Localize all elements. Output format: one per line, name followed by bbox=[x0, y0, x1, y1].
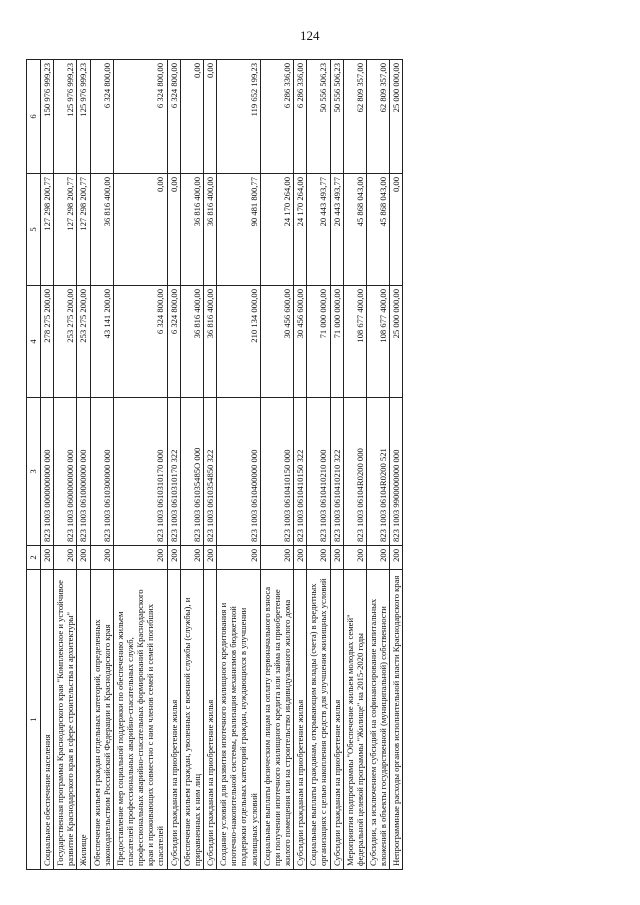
row-value-cell: 90 481 800,77 bbox=[217, 174, 261, 286]
page-number: 124 bbox=[300, 28, 320, 43]
row-value-cell: 24 170 264,00 bbox=[294, 174, 307, 286]
row-value-cell: 125 976 999,23 bbox=[77, 60, 90, 174]
row-value-cell: 0,00 bbox=[167, 174, 180, 286]
row-value-cell: 36 816 400,00 bbox=[180, 286, 203, 398]
row-value-cell: 119 652 199,23 bbox=[217, 60, 261, 174]
row-value-cell: 36 816 400,00 bbox=[203, 286, 216, 398]
row-value-cell: 62 809 357,00 bbox=[343, 60, 366, 174]
row-value-cell: 62 809 357,00 bbox=[366, 60, 389, 174]
row-name-cell: Субсидии гражданам на приобретение жилья bbox=[203, 570, 216, 870]
row-name-cell: Предоставление мер социальной поддержки по обеспечению жильем спасателей профессиональных аварийно-спасательных служб, профессиональных аварийно-спасательных формирований Краснодарского края и проживающих совместно с ним членов семей и семей погибших спасателей bbox=[113, 570, 167, 870]
row-value-cell: 30 456 600,00 bbox=[294, 286, 307, 398]
table-row bbox=[330, 60, 343, 870]
row-value-cell: 6 324 800,00 bbox=[167, 60, 180, 174]
table-row bbox=[217, 60, 261, 870]
table-row bbox=[203, 60, 216, 870]
row-value-cell: 823 1003 0610410150 322 bbox=[294, 398, 307, 546]
row-name-cell: Социальное обеспечение населения bbox=[41, 570, 54, 870]
row-value-cell: 210 134 000,00 bbox=[217, 286, 261, 398]
row-value-cell: 0,00 bbox=[203, 60, 216, 174]
table-row bbox=[167, 60, 180, 870]
row-value-cell: 6 324 800,00 bbox=[167, 286, 180, 398]
row-value-cell: 108 677 400,00 bbox=[366, 286, 389, 398]
row-value-cell: 20 443 493,77 bbox=[307, 174, 330, 286]
row-value-cell: 20 443 493,77 bbox=[330, 174, 343, 286]
row-name-cell: Субсидии гражданам на приобретение жилья bbox=[294, 570, 307, 870]
header-cell: 5 bbox=[27, 174, 41, 286]
table-row bbox=[294, 60, 307, 870]
row-value-cell: 6 286 336,00 bbox=[294, 60, 307, 174]
row-value-cell: 125 976 999,23 bbox=[54, 60, 77, 174]
row-value-cell: 6 324 800,00 bbox=[113, 60, 167, 174]
header-cell: 3 bbox=[27, 398, 41, 546]
row-value-cell: 278 275 200,00 bbox=[41, 286, 54, 398]
row-value-cell: 253 275 200,00 bbox=[54, 286, 77, 398]
row-value-cell: 43 141 200,00 bbox=[90, 286, 113, 398]
row-value-cell: 823 1003 0610000000 000 bbox=[77, 398, 90, 546]
table-row bbox=[260, 60, 293, 870]
row-value-cell: 200 bbox=[41, 546, 54, 570]
row-name-cell: Непрограммные расходы органов исполнительной власти Краснодарского края bbox=[390, 570, 403, 870]
table-header-row bbox=[27, 60, 41, 870]
row-value-cell: 127 298 200,77 bbox=[41, 174, 54, 286]
row-value-cell: 50 556 506,23 bbox=[307, 60, 330, 174]
row-value-cell: 127 298 200,77 bbox=[54, 174, 77, 286]
table-row bbox=[366, 60, 389, 870]
row-value-cell: 200 bbox=[77, 546, 90, 570]
row-value-cell: 823 1003 06104R0200 521 bbox=[366, 398, 389, 546]
row-value-cell: 823 1003 0610300000 000 bbox=[90, 398, 113, 546]
row-name-cell: Субсидии гражданам на приобретение жилья bbox=[167, 570, 180, 870]
table-row bbox=[390, 60, 403, 870]
row-value-cell: 200 bbox=[113, 546, 167, 570]
table-row bbox=[90, 60, 113, 870]
row-value-cell: 200 bbox=[217, 546, 261, 570]
row-name-cell: Создание условий для развития ипотечного жилищного кредитования и ипотечно-накопительной системы, реализация механизмов бюджетной поддержки отдельных категорий граждан, нуждающихся в улучшении жилищных условий bbox=[217, 570, 261, 870]
row-value-cell: 200 bbox=[330, 546, 343, 570]
row-value-cell: 6 286 336,00 bbox=[260, 60, 293, 174]
table-row bbox=[343, 60, 366, 870]
header-cell: 1 bbox=[27, 570, 41, 870]
row-value-cell: 200 bbox=[260, 546, 293, 570]
row-name-cell: Социальные выплаты гражданам, открывающим вклады (счета) в кредитных организациях с целью накопления средств для улучшения жилищных условий bbox=[307, 570, 330, 870]
row-value-cell: 823 1003 0610354850 322 bbox=[203, 398, 216, 546]
table-body bbox=[27, 60, 403, 870]
row-name-cell: Государственная программа Краснодарского края "Комплексное и устойчивое развитие Краснодарского края в сфере строительства и архитектуры" bbox=[54, 570, 77, 870]
header-cell: 6 bbox=[27, 60, 41, 174]
row-value-cell: 71 000 000,00 bbox=[307, 286, 330, 398]
row-value-cell: 200 bbox=[203, 546, 216, 570]
row-value-cell: 50 556 506,23 bbox=[330, 60, 343, 174]
table-row bbox=[41, 60, 54, 870]
row-value-cell: 0,00 bbox=[180, 60, 203, 174]
row-value-cell: 108 677 400,00 bbox=[343, 286, 366, 398]
row-name-cell: Обеспечение жильем граждан отдельных категорий, определенных законодательством Российской Федерации и Краснодарского края bbox=[90, 570, 113, 870]
budget-table-container bbox=[26, 60, 403, 870]
row-value-cell: 30 456 600,00 bbox=[260, 286, 293, 398]
row-value-cell: 823 1003 0610400000 000 bbox=[217, 398, 261, 546]
row-value-cell: 36 816 400,00 bbox=[180, 174, 203, 286]
row-value-cell: 823 1003 0610410210 322 bbox=[330, 398, 343, 546]
row-name-cell: Мероприятия подпрограммы "Обеспечение жильем молодых семей" федеральной целевой программы "Жилище" на 2015-2020 годы bbox=[343, 570, 366, 870]
row-value-cell: 45 868 043,00 bbox=[366, 174, 389, 286]
row-value-cell: 200 bbox=[366, 546, 389, 570]
table-row bbox=[77, 60, 90, 870]
row-value-cell: 25 000 000,00 bbox=[390, 60, 403, 174]
row-name-cell: Жилище bbox=[77, 570, 90, 870]
row-name-cell: Социальные выплаты физическим лицам на оплату первоначального взноса при получении ипотечного жилищного кредита или займа на приобретение жилого помещения или на строительство индивидуального жилого дома bbox=[260, 570, 293, 870]
row-value-cell: 36 816 400,00 bbox=[203, 174, 216, 286]
row-value-cell: 24 170 264,00 bbox=[260, 174, 293, 286]
row-value-cell: 36 816 400,00 bbox=[90, 174, 113, 286]
row-value-cell: 200 bbox=[54, 546, 77, 570]
row-value-cell: 200 bbox=[343, 546, 366, 570]
row-value-cell: 823 1003 0600000000 000 bbox=[54, 398, 77, 546]
row-value-cell: 0,00 bbox=[113, 174, 167, 286]
row-value-cell: 6 324 800,00 bbox=[113, 286, 167, 398]
row-value-cell: 200 bbox=[167, 546, 180, 570]
table-row bbox=[113, 60, 167, 870]
header-cell: 4 bbox=[27, 286, 41, 398]
row-value-cell: 253 275 200,00 bbox=[77, 286, 90, 398]
row-value-cell: 200 bbox=[390, 546, 403, 570]
row-value-cell: 45 868 043,00 bbox=[343, 174, 366, 286]
row-value-cell: 823 1003 0610310170 000 bbox=[113, 398, 167, 546]
row-value-cell: 200 bbox=[180, 546, 203, 570]
row-value-cell: 823 1003 0610410150 000 bbox=[260, 398, 293, 546]
budget-table bbox=[26, 59, 403, 870]
table-row bbox=[307, 60, 330, 870]
row-value-cell: 823 1003 061035485О 000 bbox=[180, 398, 203, 546]
row-value-cell: 823 1003 06104R0200 000 bbox=[343, 398, 366, 546]
row-value-cell: 200 bbox=[294, 546, 307, 570]
row-name-cell: Субсидии гражданам на приобретение жилья bbox=[330, 570, 343, 870]
row-value-cell: 200 bbox=[90, 546, 113, 570]
row-value-cell: 823 1003 0000000000 000 bbox=[41, 398, 54, 546]
row-name-cell: Субсидии, за исключением субсидий на софинансирование капитальных вложений в объекты государственной (муниципальной) собственности bbox=[366, 570, 389, 870]
row-value-cell: 200 bbox=[307, 546, 330, 570]
row-value-cell: 0,00 bbox=[390, 174, 403, 286]
row-value-cell: 6 324 800,00 bbox=[90, 60, 113, 174]
row-value-cell: 823 1003 0610310170 322 bbox=[167, 398, 180, 546]
table-row bbox=[54, 60, 77, 870]
row-value-cell: 150 976 999,23 bbox=[41, 60, 54, 174]
row-value-cell: 823 1003 0610410210 000 bbox=[307, 398, 330, 546]
row-value-cell: 25 000 000,00 bbox=[390, 286, 403, 398]
header-cell: 2 bbox=[27, 546, 41, 570]
row-name-cell: Обеспечение жильем граждан, уволенных с военной службы (службы), и приравненных к ним лиц bbox=[180, 570, 203, 870]
row-value-cell: 127 298 200,77 bbox=[77, 174, 90, 286]
table-row bbox=[180, 60, 203, 870]
row-value-cell: 71 000 000,00 bbox=[330, 286, 343, 398]
row-value-cell: 823 1003 9900000000 000 bbox=[390, 398, 403, 546]
